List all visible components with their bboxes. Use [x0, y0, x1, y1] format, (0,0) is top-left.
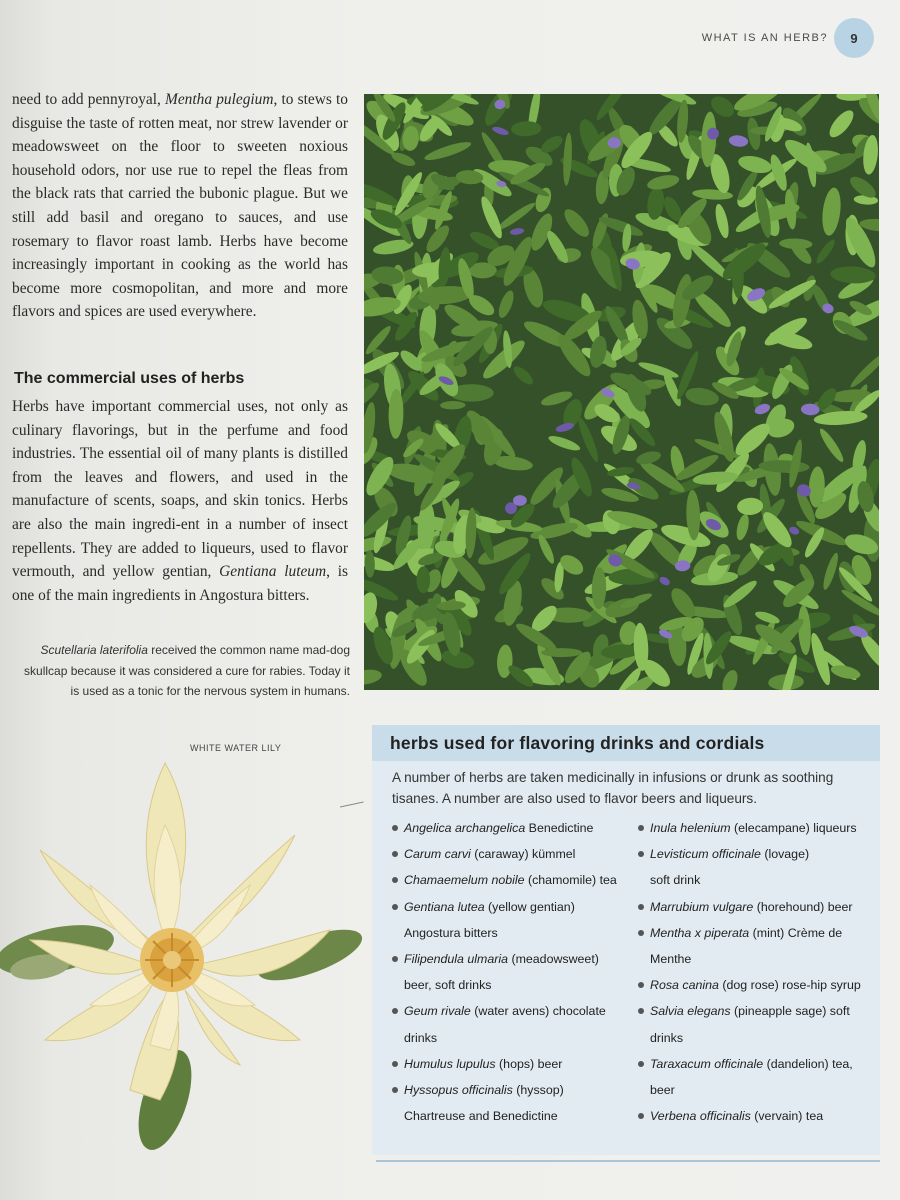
lily-label: WHITE WATER LILY — [190, 743, 282, 753]
herb-use: (elecampane) liqueurs — [730, 821, 857, 835]
herb-use: (dandelion) tea, — [763, 1056, 853, 1071]
page-number-badge — [834, 18, 874, 58]
herb-latin-name: Mentha x piperata — [650, 925, 750, 940]
herb-latin-name: Filipendula ulmaria — [404, 952, 508, 967]
sidebar-box — [372, 725, 880, 1155]
intro-paragraph — [12, 88, 348, 324]
caption-latin-name: Scutellaria laterifolia — [40, 643, 148, 657]
herb-use-continued: Angostura bitters — [404, 925, 498, 940]
herb-latin-name: Taraxacum officinale — [650, 1056, 764, 1071]
list-item — [392, 1077, 632, 1129]
herb-latin-name: Levisticum officinale — [650, 847, 761, 862]
herb-use: (dog rose) rose-hip syrup — [718, 978, 861, 993]
herb-use-continued: beer — [650, 1083, 675, 1098]
list-item — [392, 815, 632, 841]
commercial-text-after: , is one of the main ingredients in Angostura bitters. — [12, 563, 348, 604]
commercial-text-before: Herbs have important commercial uses, not only as culinary flavorings, but in the perfume and food industries. The essential oil of many plants is distilled from the leaves and flowers, and used in the manufacture of scents, soaps, and skin tonics. Herbs are also the main ingredi-ent in a number of insect repellents. They are added to liqueurs, used to flavor vermouth, and yellow gentian, — [12, 398, 348, 581]
herb-use: (water avens) chocolate — [470, 1004, 606, 1019]
herb-use: Benedictine — [525, 821, 594, 835]
herb-latin-name: Gentiana lutea — [404, 899, 485, 914]
herb-latin-name: Angelica archangelica — [404, 821, 526, 835]
herb-use: (vervain) tea — [750, 1109, 824, 1124]
herb-latin-name: Carum carvi — [404, 847, 471, 862]
herb-use: (yellow gentian) — [484, 899, 575, 914]
herb-list-left — [392, 815, 632, 1129]
sidebar-header — [372, 725, 880, 761]
herb-use: (hyssop) — [512, 1083, 564, 1098]
commercial-latin-name: Gentiana luteum — [219, 563, 327, 581]
herb-latin-name: Chamaemelum nobile — [404, 873, 525, 888]
list-item — [392, 841, 632, 867]
herb-latin-name: Marrubium vulgare — [650, 899, 754, 914]
herb-use: (lovage) — [760, 847, 810, 862]
herb-use: (caraway) kümmel — [470, 847, 576, 862]
herb-latin-name: Geum rivale — [404, 1004, 471, 1019]
photo-caption — [14, 640, 350, 702]
sidebar-intro: A number of herbs are taken medicinally in infusions or drunk as soothing tisanes. A number are also used to flavor beers and liqueurs. — [392, 770, 834, 806]
herb-latin-name: Inula helenium — [650, 821, 731, 835]
herb-use-continued: drinks — [650, 1030, 684, 1045]
list-item — [638, 998, 874, 1050]
list-item — [638, 841, 874, 893]
list-item — [392, 998, 632, 1050]
intro-text-before: need to add pennyroyal, — [12, 91, 166, 108]
herb-use-continued: Chartreuse and Benedictine — [404, 1109, 558, 1124]
herb-latin-name: Hyssopus officinalis — [404, 1083, 513, 1098]
herb-use-continued: Menthe — [650, 952, 692, 967]
commercial-paragraph — [12, 395, 348, 607]
herb-use-continued: soft drink — [650, 873, 701, 888]
intro-latin-name: Mentha pulegium — [165, 91, 274, 108]
skullcap-photo — [364, 94, 879, 690]
list-item — [638, 894, 874, 920]
herb-use-continued: drinks — [404, 1030, 438, 1045]
list-item — [638, 972, 874, 998]
herb-use: (hops) beer — [495, 1056, 563, 1071]
herb-latin-name: Salvia elegans — [650, 1004, 731, 1019]
list-item — [392, 894, 632, 946]
herb-use: (horehound) beer — [753, 899, 853, 914]
caption-text: received the common name mad-dog skullcap because it was considered a cure for rabies. Today it is used as a tonic for the nervous system in humans. — [24, 643, 350, 698]
list-item — [638, 815, 874, 841]
section-heading: The commercial uses of herbs — [14, 370, 245, 387]
list-item — [392, 867, 632, 893]
list-item — [638, 1051, 874, 1103]
list-item — [392, 946, 632, 998]
sidebar-title: herbs used for flavoring drinks and cordials — [390, 733, 765, 753]
herb-use: (chamomile) tea — [524, 873, 617, 888]
herb-use: (mint) Crème de — [749, 925, 843, 940]
herb-latin-name: Verbena officinalis — [650, 1109, 751, 1124]
running-title: WHAT IS AN HERB? — [701, 32, 828, 44]
list-item — [638, 1103, 874, 1129]
list-item — [638, 920, 874, 972]
list-item — [392, 1051, 632, 1077]
herb-use: (meadowsweet) — [508, 952, 599, 967]
herb-use: (pineapple sage) soft — [730, 1004, 850, 1019]
page-number: 9 — [850, 30, 858, 46]
water-lily-illustration — [0, 755, 370, 1160]
bottom-rule — [376, 1160, 880, 1162]
intro-text-after: , to stews to disguise the taste of rotten meat, nor strew lavender or meadowsweet on the floor to sweeten noxious household odors, nor use rue to repel the fleas from the black rats that carried the bubonic plague. But we still add basil and oregano to sauces, and use rosemary to flavor roast lamb. Herbs have become increasingly important in cooking as the world has become more cosmopolitan, and more and more flavors and spices are used everywhere. — [12, 91, 348, 321]
herb-latin-name: Rosa canina — [650, 978, 719, 993]
herb-list-right — [638, 815, 874, 1129]
herb-latin-name: Humulus lupulus — [404, 1056, 496, 1071]
herb-use-continued: beer, soft drinks — [404, 978, 492, 993]
